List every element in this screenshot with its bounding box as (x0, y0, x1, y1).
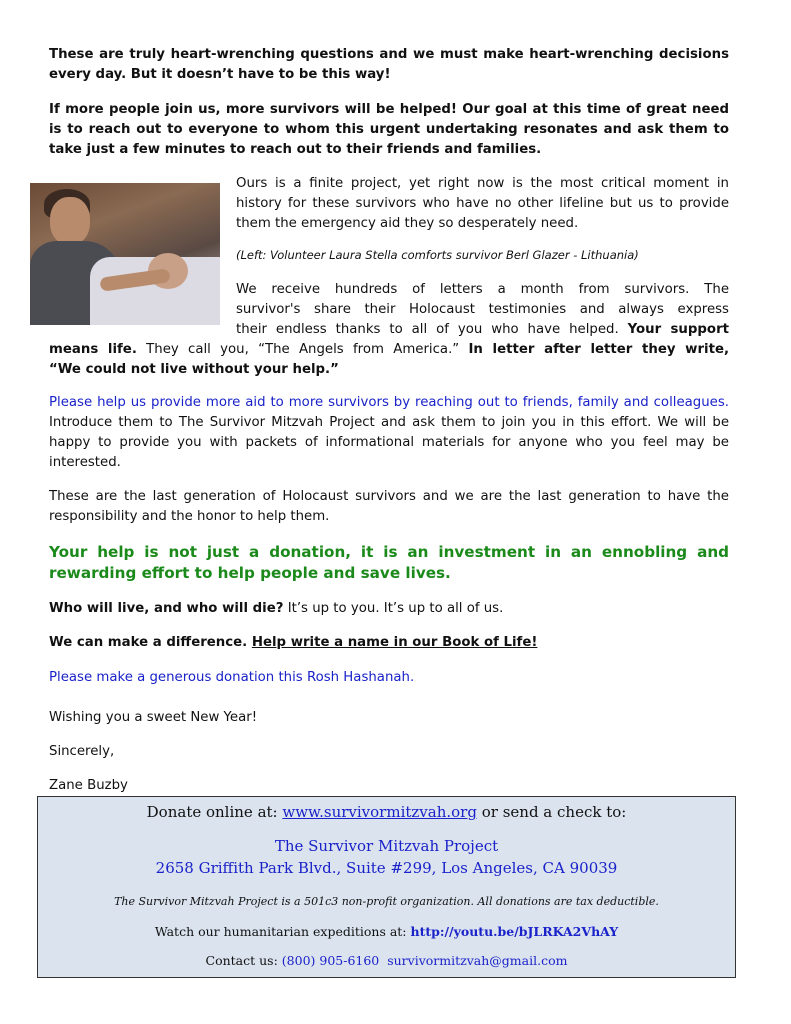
paragraph-who-will-live (49, 599, 503, 619)
paragraph-letters-full (49, 340, 729, 380)
donate-org-name: The Survivor Mitzvah Project (274, 837, 499, 855)
paragraph-difference (49, 633, 537, 653)
contact-email[interactable]: survivormitzvah@gmail.com (387, 953, 568, 968)
paragraph-investment: Your help is not just a donation, it is an investment in an ennobling and rewarding effort to help people and save lives. (49, 543, 729, 582)
paragraph-goal: If more people join us, more survivors will be helped! Our goal at this time of great need is to reach out to everyone to whom this urgent undertaking resonates and ask them to take just a few minutes to reach out to their friends and families. (49, 102, 729, 157)
donate-url-link[interactable]: www.survivormitzvah.org (282, 803, 477, 821)
difference-bold-text: We can make a difference. (49, 635, 252, 650)
letters-line-3 (236, 320, 729, 340)
donate-watch-line (38, 924, 735, 939)
youtube-link[interactable]: http://youtu.be/bJLRKA2VhAY (410, 924, 619, 939)
paragraph-wishing: Wishing you a sweet New Year! (49, 710, 258, 725)
donate-tax-note: The Survivor Mitzvah Project is a 501c3 non-profit organization. All donations are tax deductible. (114, 895, 659, 908)
who-bold-text: Who will live, and who will die? (49, 601, 284, 616)
help-us-rest-text: Introduce them to The Survivor Mitzvah Project and ask them to join you in this effort. We will be happy to provide you with packets of informational materials for anyone who you feel may be interested. (49, 415, 729, 470)
paragraph-finite-project: Ours is a finite project, yet right now is the most critical moment in history for these survivors who have no other lifeline but us to provide them the emergency aid they so desperately need. (236, 176, 729, 231)
photo-caption: (Left: Volunteer Laura Stella comforts survivor Berl Glazer - Lithuania) (236, 248, 639, 262)
angels-text: They call you, “The Angels from America.” (136, 342, 469, 357)
means-life-text: means life. (49, 342, 137, 357)
donate-suffix: or send a check to: (476, 803, 627, 821)
letter-after-letter-text: In letter after letter they write, (468, 342, 730, 357)
watch-prefix: Watch our humanitarian expeditions at: (154, 924, 411, 939)
donate-prefix: Donate online at: (146, 803, 283, 821)
help-us-blue-text: Please help us provide more aid to more survivors by reaching out to friends, family and colleagues. (49, 395, 729, 410)
paragraph-last-generation: These are the last generation of Holocaust survivors and we are the last generation to have the responsibility and the honor to help them. (49, 489, 729, 524)
letters-line-1: We receive hundreds of letters a month from survivors. The (236, 282, 729, 297)
paragraph-rosh-hashanah: Please make a generous donation this Rosh Hashanah. (49, 670, 415, 685)
your-support-text: Your support (627, 322, 729, 337)
letters-line-3-text: their endless thanks to all of you who have helped. (236, 322, 628, 337)
letters-line-5: “We could not live without your help.” (49, 362, 339, 377)
paragraph-help-us (49, 393, 729, 473)
who-rest-text: It’s up to you. It’s up to all of us. (283, 601, 504, 616)
paragraph-heart-wrenching: These are truly heart-wrenching questions and we must make heart-wrenching decisions every day. But it doesn’t have to be this way! (49, 47, 729, 82)
donate-address: 2658 Griffith Park Blvd., Suite #299, Los Angeles, CA 90039 (155, 859, 618, 877)
donate-contact-line (38, 953, 735, 968)
paragraph-sincerely: Sincerely, (49, 744, 115, 759)
letters-line-2: survivor's share their Holocaust testimonies and always express (236, 302, 729, 317)
contact-phone[interactable]: (800) 905-6160 (281, 953, 380, 968)
donate-online-line (38, 803, 735, 821)
donate-box (37, 796, 736, 978)
book-of-life-link[interactable]: Help write a name in our Book of Life! (251, 635, 538, 650)
contact-prefix: Contact us: (205, 953, 282, 968)
paragraph-letters-indented (236, 280, 729, 340)
photo-volunteer-comforting-survivor (30, 183, 220, 325)
signature-name: Zane Buzby (49, 778, 128, 793)
letters-line-4 (49, 340, 729, 360)
